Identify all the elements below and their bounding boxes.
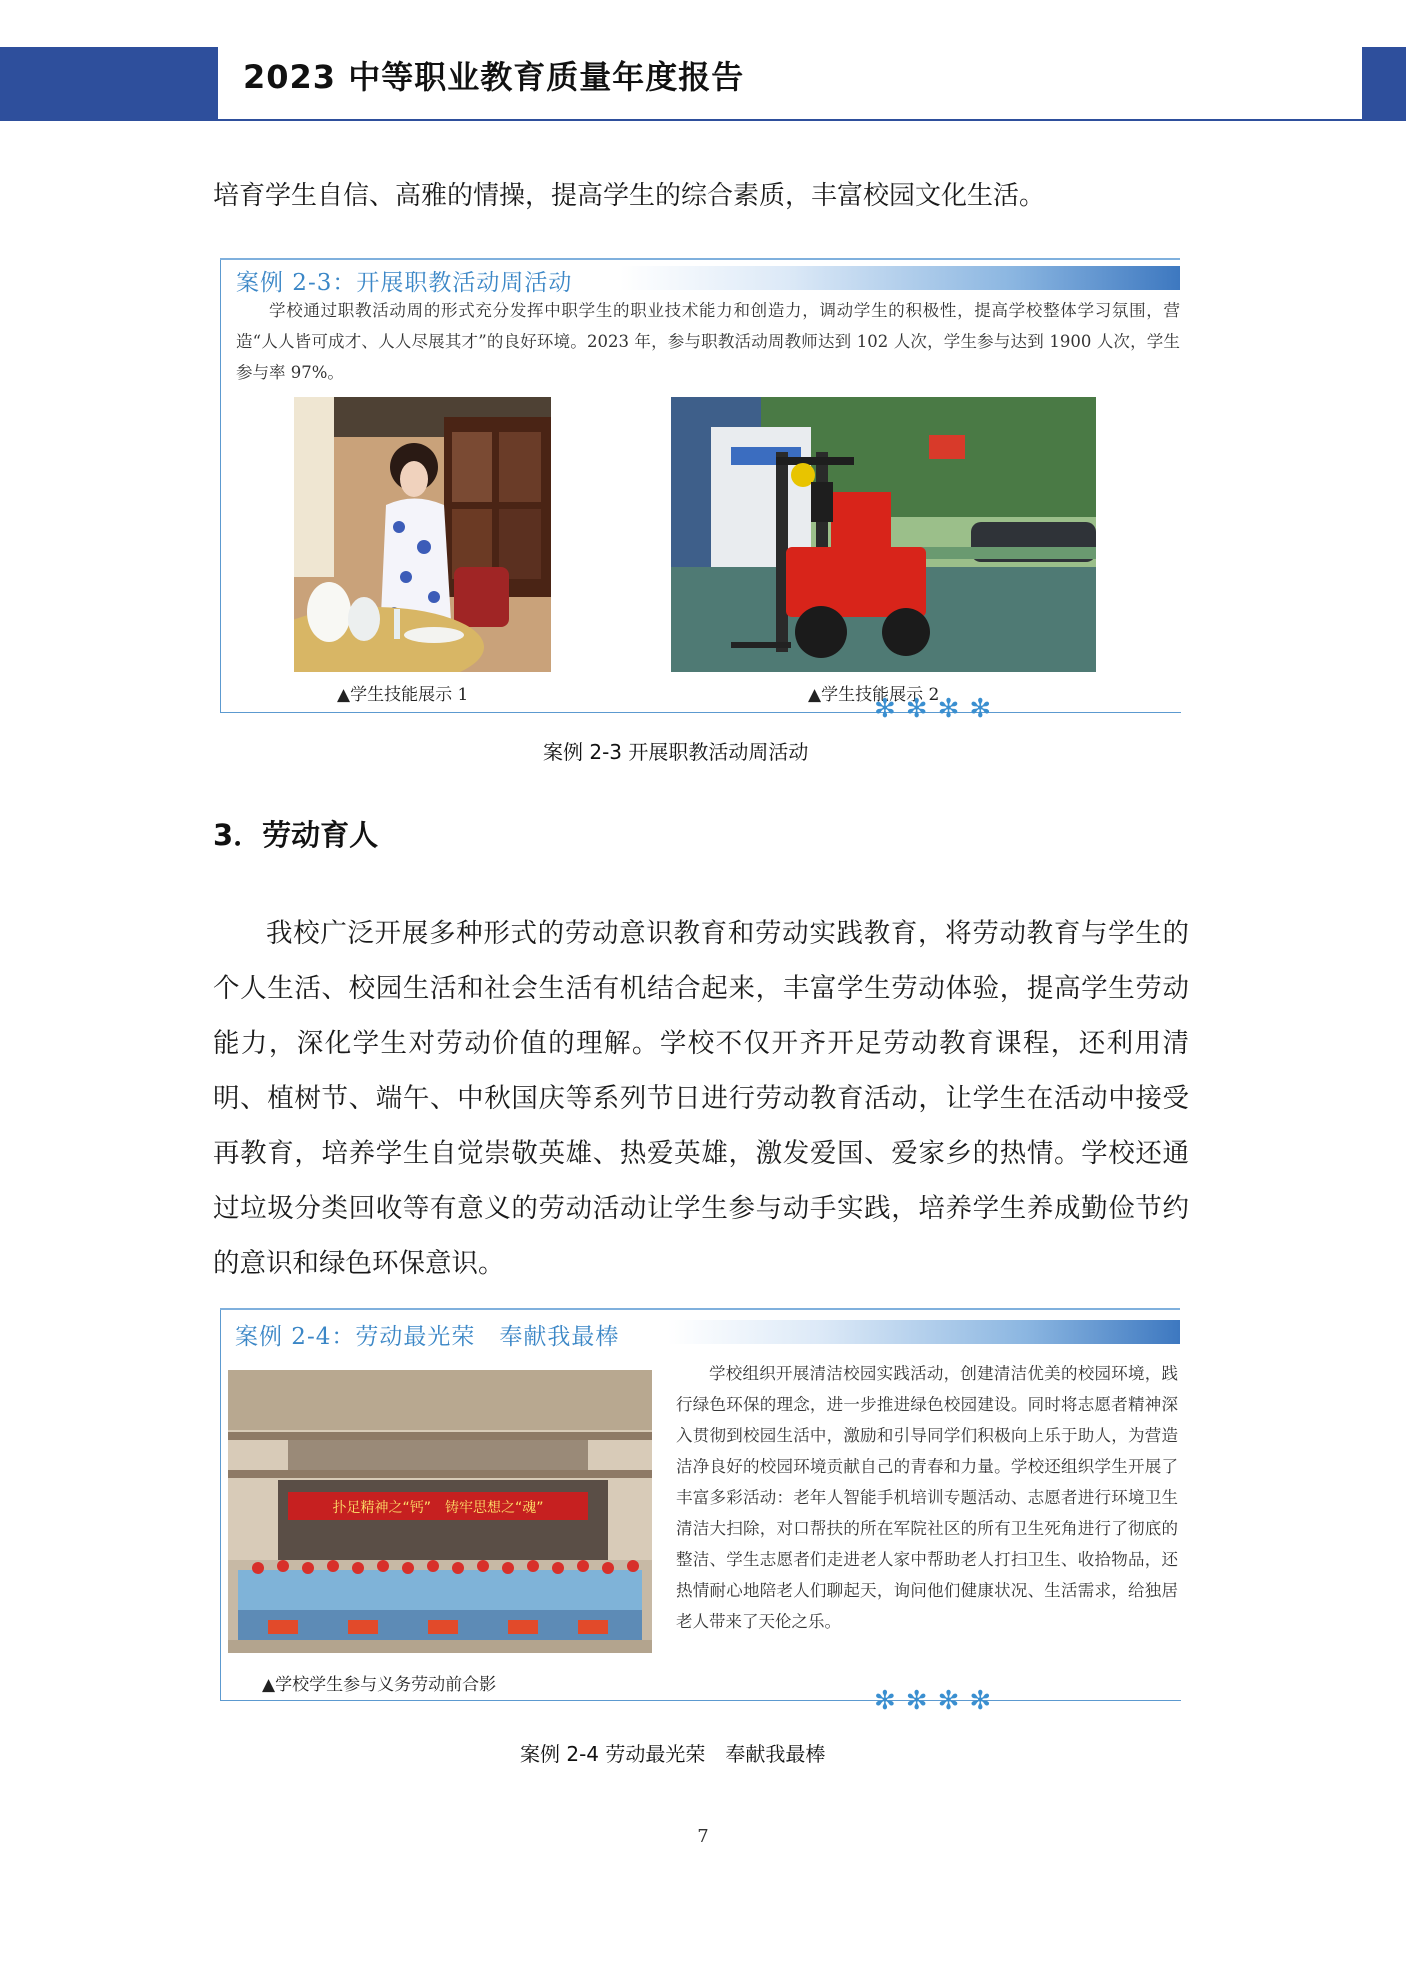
case-2-3-title: 案例 2-3：开展职教活动周活动 — [236, 270, 573, 296]
header-rule — [218, 119, 1362, 121]
student-skill-photo-2 — [671, 397, 1096, 672]
header-accent-left — [0, 47, 218, 121]
figure-caption-2-4: 案例 2-4 劳动最光荣 奉献我最棒 — [520, 1742, 826, 1766]
group-photo-caption: ▲学校学生参与义务劳动前合影 — [262, 1675, 497, 1695]
section-heading: 3．劳动育人 — [213, 818, 379, 852]
section-paragraph: 我校广泛开展多种形式的劳动意识教育和劳动实践教育，将劳动教育与学生的个人生活、校园生活和社会生活有机结合起来，丰富学生劳动体验，提高学生劳动能力，深化学生对劳动价值的理解。学校不仅开齐开足劳动教育课程，还利用清明、植树节、端午、中秋国庆等系列节日进行劳动教育活动，让学生在活动中接受再教育，培养学生自觉崇敬英雄、热爱英雄，激发爱国、爱家乡的热情。学校还通过垃圾分类回收等有意义的劳动活动让学生参与动手实践，培养学生养成勤俭节约的意识和绿色环保意识。 — [213, 918, 1189, 1279]
case-2-3-body: 学校通过职教活动周的形式充分发挥中职学生的职业技术能力和创造力，调动学生的积极性，提高学校整体学习氛围，营造“人人皆可成才、人人尽展其才”的良好环境。2023 年，参与职教活动周教师达到 102 人次，学生参与达到 1900 人次，学生参与率 97%。 — [236, 301, 1180, 382]
section-body — [213, 906, 1189, 1291]
decorative-stars-2: ✻✻✻✻ — [874, 1686, 1002, 1716]
photo-2-caption: ▲学生技能展示 2 — [808, 685, 940, 705]
case-2-4-title-gradient — [668, 1320, 1180, 1344]
case-2-4-title: 案例 2-4：劳动最光荣 奉献我最棒 — [235, 1324, 620, 1350]
group-labor-photo — [228, 1370, 652, 1653]
intro-line: 培育学生自信、高雅的情操，提高学生的综合素质，丰富校园文化生活。 — [213, 181, 1046, 211]
decorative-stars: ✻✻✻✻ — [874, 694, 1002, 724]
header-accent-right — [1362, 47, 1406, 121]
student-skill-photo-1 — [294, 397, 551, 672]
group-photo-banner-text: 扑足精神之“钙” 铸牢思想之“魂” — [332, 1500, 544, 1516]
case-2-4-body: 学校组织开展清洁校园实践活动，创建清洁优美的校园环境，践行绿色环保的理念，进一步推进绿色校园建设。同时将志愿者精神深入贯彻到校园生活中，激励和引导同学们积极向上乐于助人，为营造洁净良好的校园环境贡献自己的青春和力量。学校还组织学生开展了丰富多彩活动：老年人智能手机培训专题活动、志愿者进行环境卫生清洁大扫除，对口帮扶的所在军院社区的所有卫生死角进行了彻底的整洁、学生志愿者们走进老人家中帮助老人打扫卫生、收拾物品，还热情耐心地陪老人们聊起天，询问他们健康状况、生活需求，给独居老人带来了天伦之乐。 — [676, 1364, 1178, 1631]
case-2-3-title-gradient — [620, 266, 1180, 290]
figure-caption-2-3: 案例 2-3 开展职教活动周活动 — [543, 740, 809, 764]
case-2-3-topline — [220, 258, 1180, 260]
case-2-4-topline — [220, 1308, 1180, 1310]
page-number: 7 — [697, 1826, 709, 1847]
photo-1-caption: ▲学生技能展示 1 — [337, 685, 469, 705]
report-title: 2023 中等职业教育质量年度报告 — [243, 58, 745, 96]
